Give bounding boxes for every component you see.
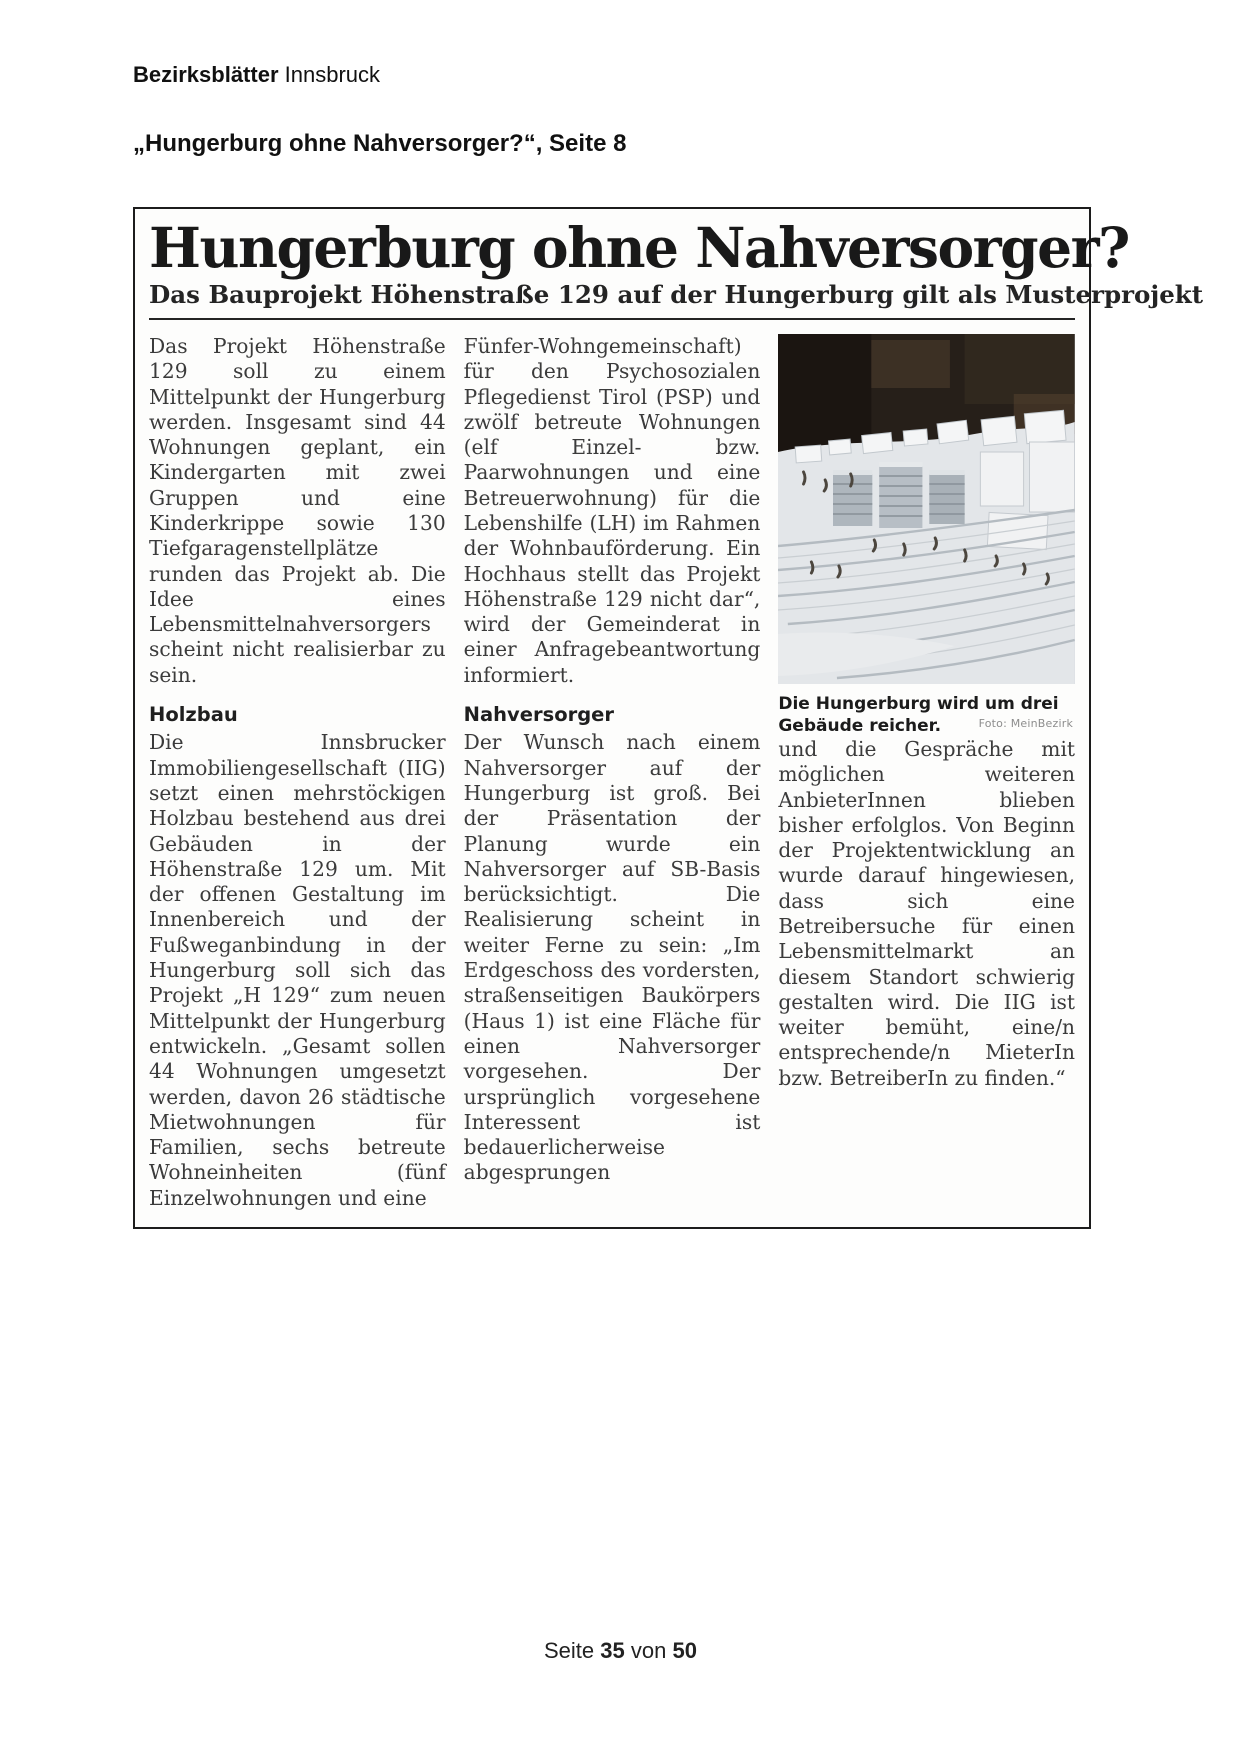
publication-region: Innsbruck	[284, 62, 381, 87]
photo-credit: Foto: MeinBezirk	[978, 716, 1074, 730]
section-heading-holzbau: Holzbau	[149, 703, 238, 727]
article-subheadline: Das Bauprojekt Höhenstraße 129 auf der Hungerburg gilt als Musterprojekt	[149, 281, 1075, 320]
article-column-1	[149, 334, 446, 1211]
paragraph: und die Gespräche mit möglichen weiteren AnbieterInnen blieben bisher erfolglos. Von Beginn der Projektentwicklung an wurde darauf hingewiesen, dass sich eine Betreibersuche für einen Lebensmittelmarkt an diesem Standort schwierig gestalten wird. Die IIG ist weiter bemüht, eine/n entsprechende/n MieterIn bzw. BetreiberIn zu finden.“	[778, 736, 1076, 1090]
source-header	[133, 62, 380, 88]
document-title: „Hungerburg ohne Nahversorger?“, Seite 8	[133, 130, 627, 157]
paragraph: Der Wunsch nach einem Nahversorger auf der Hungerburg ist groß. Bei der Präsentation der Planung wurde ein Nahversorger auf SB-Basis berücksichtigt. Die Realisierung scheint in weiter Ferne zu sein: „Im Erdgeschoss des vordersten, straßenseitigen Baukörpers (Haus 1) ist eine Fläche für einen Nahversorger vorgesehen. Der ursprünglich vorgesehene Interessent ist bedauerlicherweise abgesprungen	[463, 730, 761, 1185]
article-column-2	[464, 334, 761, 1211]
photo-caption: Die Hungerburg wird um drei Gebäude reicher.	[778, 693, 1059, 736]
article-columns	[149, 334, 1075, 1211]
article-column-3	[778, 334, 1075, 1211]
article-headline: Hungerburg ohne Nahversorger?	[149, 215, 1129, 280]
article-clipping	[133, 207, 1204, 1229]
footer-total-pages: 50	[672, 1638, 697, 1663]
footer-label: Seite	[544, 1638, 595, 1663]
architecture-model-photo	[778, 334, 1075, 684]
photo-caption-row	[778, 693, 1075, 737]
publication-name: Bezirksblätter	[133, 62, 279, 87]
paragraph: Das Projekt Höhenstraße 129 soll zu einem Mittelpunkt der Hungerburg werden. Insgesamt sind 44 Wohnungen geplant, ein Kindergarten mit zwei Gruppen und eine Kinderkrippe sowie 130 Tiefgaragenstellplätze runden das Projekt ab. Die Idee eines Lebensmittelnahversorgers scheint nicht realisierbar zu sein.	[149, 333, 446, 687]
paragraph: Fünfer-Wohngemeinschaft) für den Psychosozialen Pflegedienst Tirol (PSP) und zwölf betreute Wohnungen (elf Einzel- bzw. Paarwohnungen und eine Betreuerwohnung) für die Lebenshilfe (LH) im Rahmen der Wohnbauförderung. Ein Hochhaus stellt das Projekt Höhenstraße 129 nicht dar“, wird der Gemeinderat in einer Anfragebeantwortung informiert.	[463, 333, 761, 687]
section-heading-nahversorger: Nahversorger	[463, 703, 615, 727]
footer-current-page: 35	[600, 1638, 625, 1663]
footer-separator: von	[630, 1638, 667, 1663]
page-footer	[0, 1638, 1241, 1664]
paragraph: Die Innsbrucker Immobiliengesellschaft (IIG) setzt einen mehrstöckigen Holzbau bestehend aus drei Gebäuden in der Höhenstraße 129 um. Mit der offenen Gestaltung im Innenbereich und der Fußweganbindung in der Hungerburg soll sich das Projekt „H 129“ zum neuen Mittelpunkt der Hungerburg entwickeln. „Gesamt sollen 44 Wohnungen umgesetzt werden, davon 26 städtische Mietwohnungen für Familien, sechs betreute Wohneinheiten (fünf Einzelwohnungen und eine	[149, 730, 446, 1210]
